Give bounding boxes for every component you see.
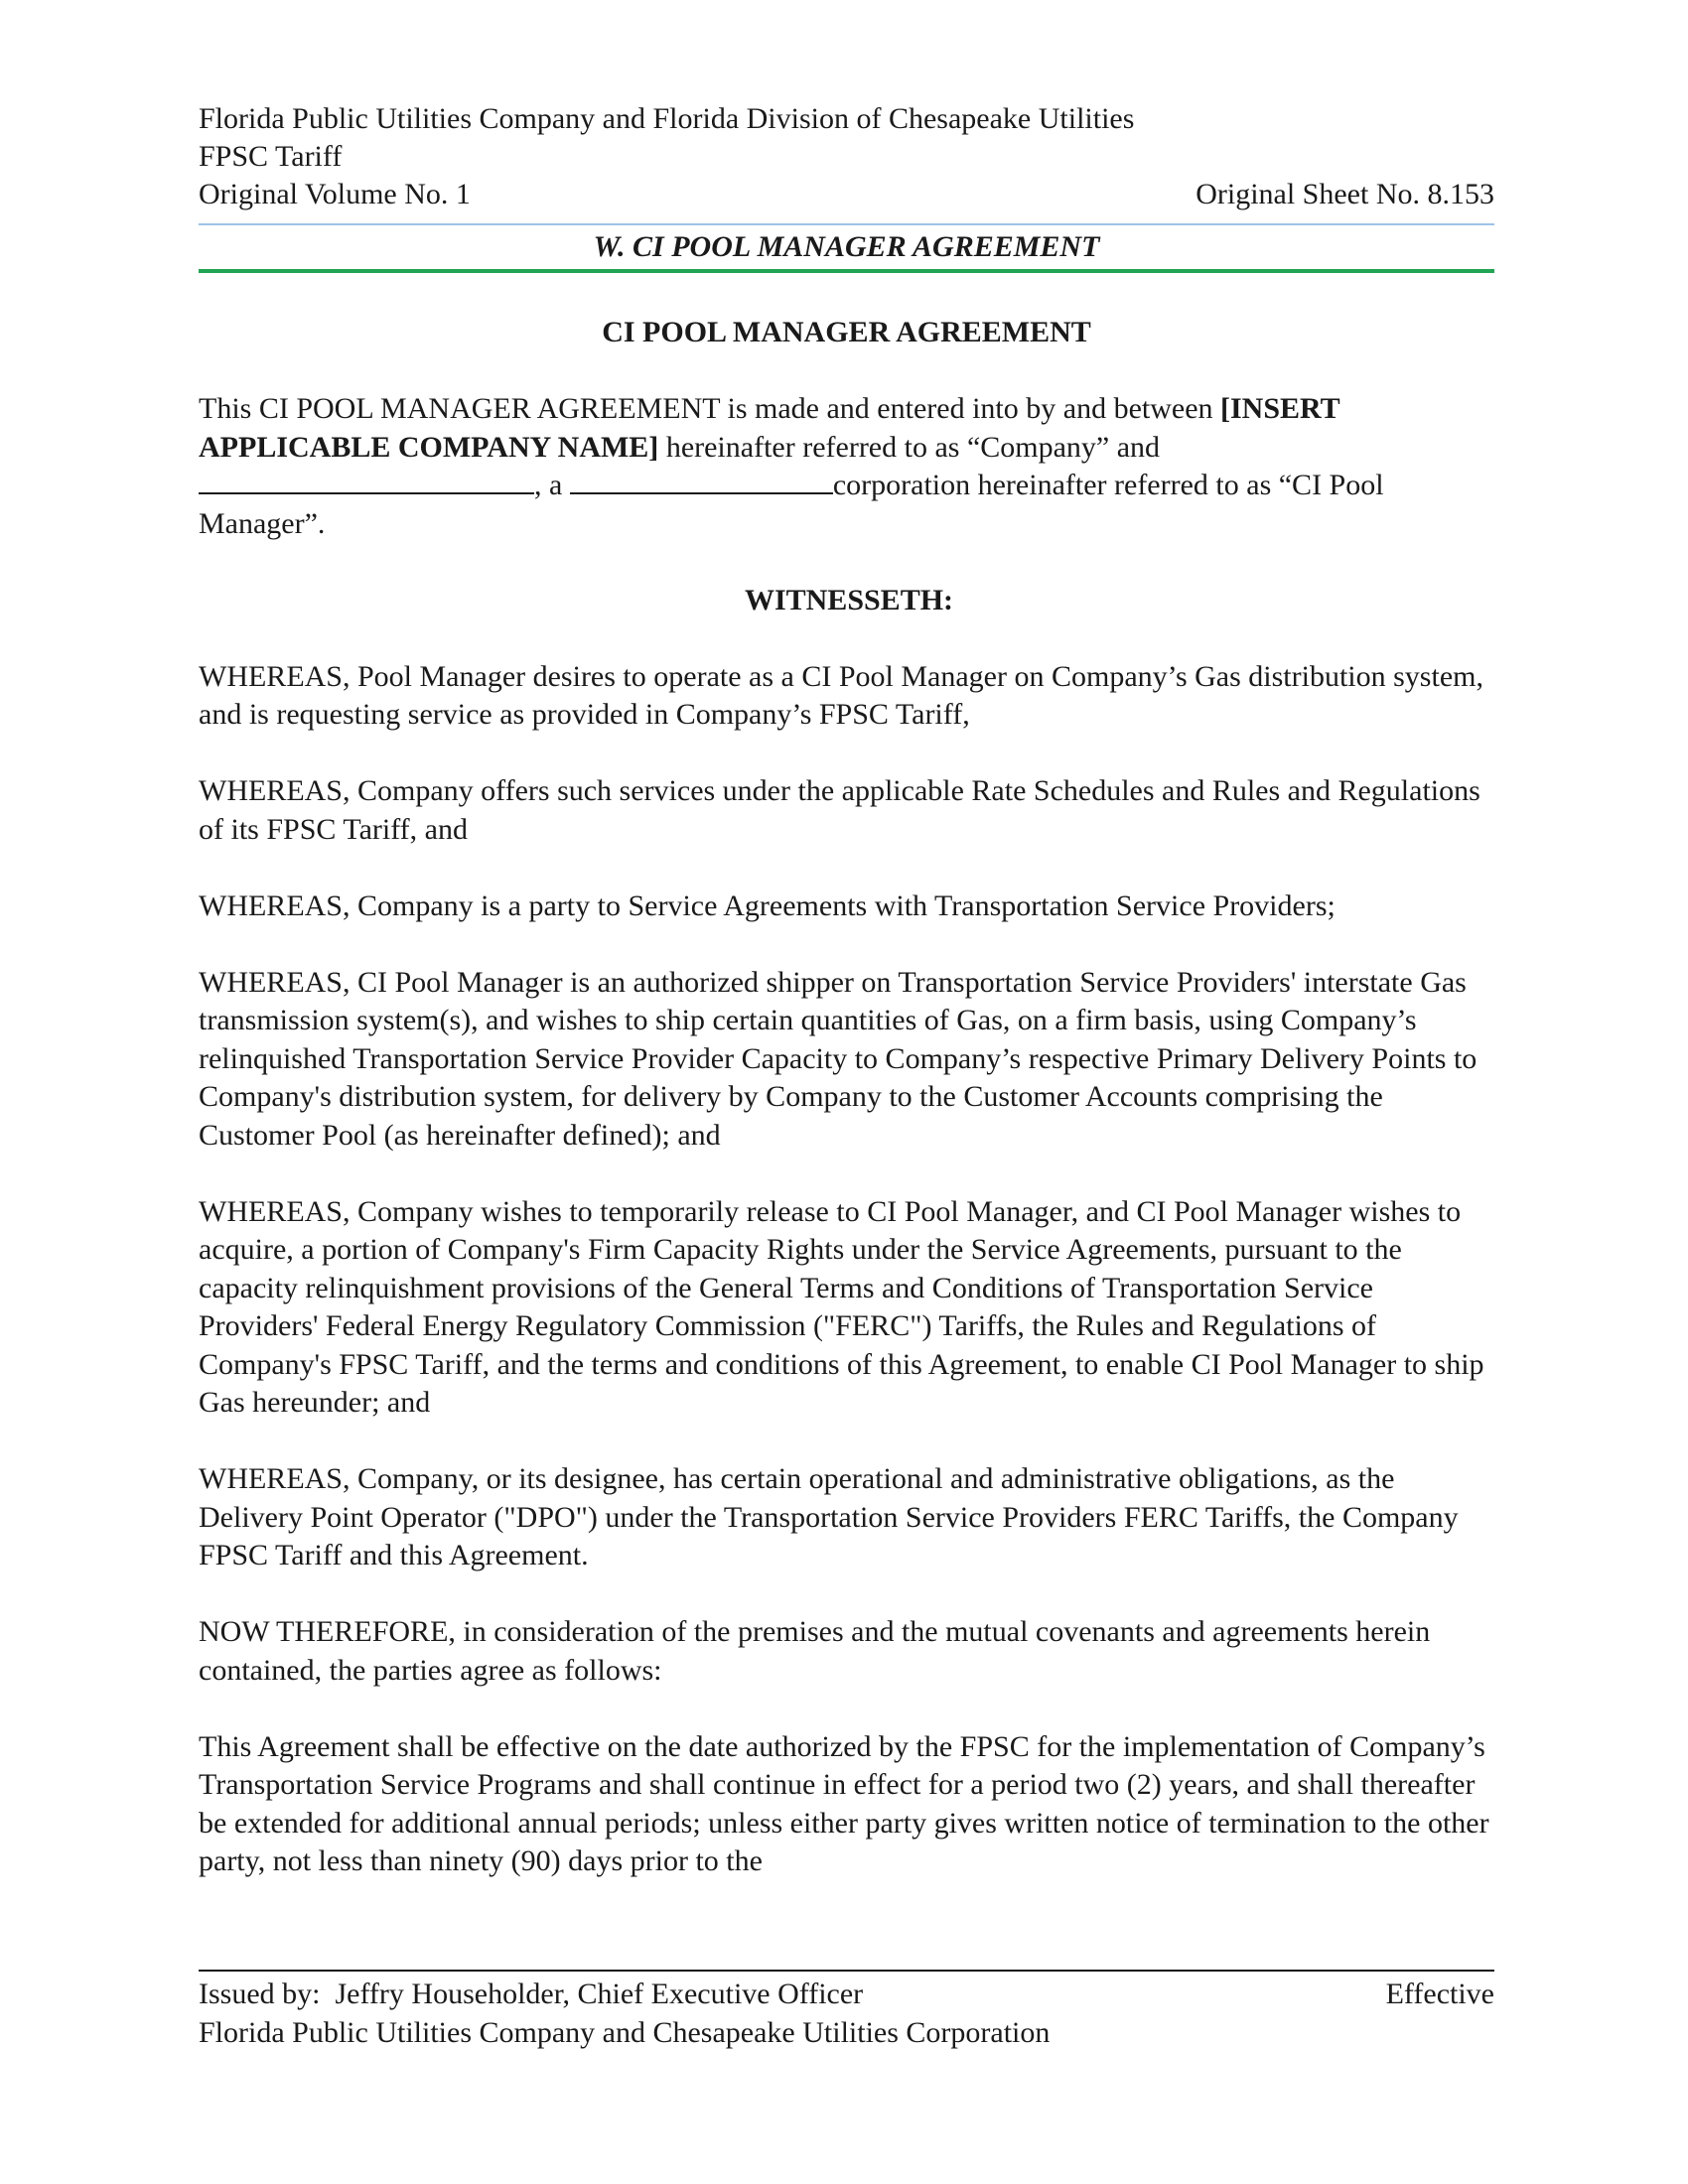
header-sheet-number: Original Sheet No. 8.153	[1196, 178, 1494, 210]
section-title: W. CI POOL MANAGER AGREEMENT	[593, 230, 1100, 263]
intro-text-3: , a	[534, 469, 570, 501]
whereas-paragraph: WHEREAS, Company wishes to temporarily release to CI Pool Manager, and CI Pool Manager wishes to acquire, a portion of Company's Firm Capacity Rights under the Service Agreements, pursuant to the capacity relinquishment provisions of the General Terms and Conditions of Transportation Service Providers' Federal Energy Regulatory Commission ("FERC") Tariffs, the Rules and Regulations of Company's FPSC Tariff, and the terms and conditions of this Agreement, to enable CI Pool Manager to ship Gas hereunder; and	[199, 1194, 1484, 1419]
company-name-placeholder: [INSERT APPLICABLE COMPANY NAME]	[199, 392, 1340, 464]
intro-text-2: hereinafter referred to as “Company” and	[658, 430, 1161, 464]
document-body	[199, 390, 1499, 1919]
footer-issued-by: Issued by: Jeffry Householder, Chief Executive Officer	[199, 1978, 864, 2010]
header-volume: Original Volume No. 1	[199, 178, 471, 210]
whereas-paragraph: WHEREAS, Company, or its designee, has certain operational and administrative obligations, as the Delivery Point Operator ("DPO") under the Transportation Service Providers FERC Tariffs, the Company FPSC Tariff and this Agreement.	[199, 1462, 1459, 1571]
header-volume-row	[199, 176, 1494, 213]
document-title: CI POOL MANAGER AGREEMENT	[602, 316, 1091, 348]
witnesseth-heading: WITNESSETH:	[744, 583, 954, 616]
footer-company: Florida Public Utilities Company and Chesapeake Utilities Corporation	[199, 2016, 1051, 2049]
now-therefore-paragraph: NOW THEREFORE, in consideration of the premises and the mutual covenants and agreements herein contained, the parties agree as follows:	[199, 1615, 1431, 1687]
section-divider	[199, 269, 1494, 273]
pool-manager-name-blank	[199, 467, 534, 494]
whereas-paragraph: WHEREAS, Pool Manager desires to operate as a CI Pool Manager on Company’s Gas distribution system, and is requesting service as provided in Company’s FPSC Tariff,	[199, 659, 1483, 731]
header-tariff-line: FPSC Tariff	[199, 140, 343, 173]
whereas-paragraph: WHEREAS, Company is a party to Service Agreements with Transportation Service Providers;	[199, 888, 1336, 922]
intro-text-1: This CI POOL MANAGER AGREEMENT is made and entered into by and between	[199, 392, 1221, 425]
whereas-paragraph: WHEREAS, CI Pool Manager is an authorized shipper on Transportation Service Providers' interstate Gas transmission system(s), and wishes to ship certain quantities of Gas, on a firm basis, using Company’s relinquished Transportation Service Provider Capacity to Company’s respective Primary Delivery Points to Company's distribution system, for delivery by Company to the Customer Accounts comprising the Customer Pool (as hereinafter defined); and	[199, 965, 1477, 1152]
corporation-type-blank	[570, 467, 833, 494]
term-paragraph: This Agreement shall be effective on the date authorized by the FPSC for the implementation of Company’s Transportation Service Programs and shall continue in effect for a period two (2) years, and shall thereafter be extended for additional annual periods; unless either party gives written notice of termination to the other party, not less than ninety (90) days prior to the	[199, 1729, 1489, 1877]
footer-effective: Effective	[1385, 1978, 1494, 2010]
intro-paragraph	[199, 390, 1499, 543]
whereas-paragraph: WHEREAS, Company offers such services under the applicable Rate Schedules and Rules and Regulations of its FPSC Tariff, and	[199, 774, 1480, 846]
tariff-sheet	[199, 0, 1494, 2184]
footer-issued-row	[199, 1976, 1494, 2013]
footer-divider	[199, 1970, 1494, 1972]
header-divider	[199, 223, 1494, 225]
intro-text-4: corporation hereinafter referred to as “CI Pool Manager”.	[199, 469, 1384, 540]
header-company-line: Florida Public Utilities Company and Florida Division of Chesapeake Utilities	[199, 102, 1135, 135]
